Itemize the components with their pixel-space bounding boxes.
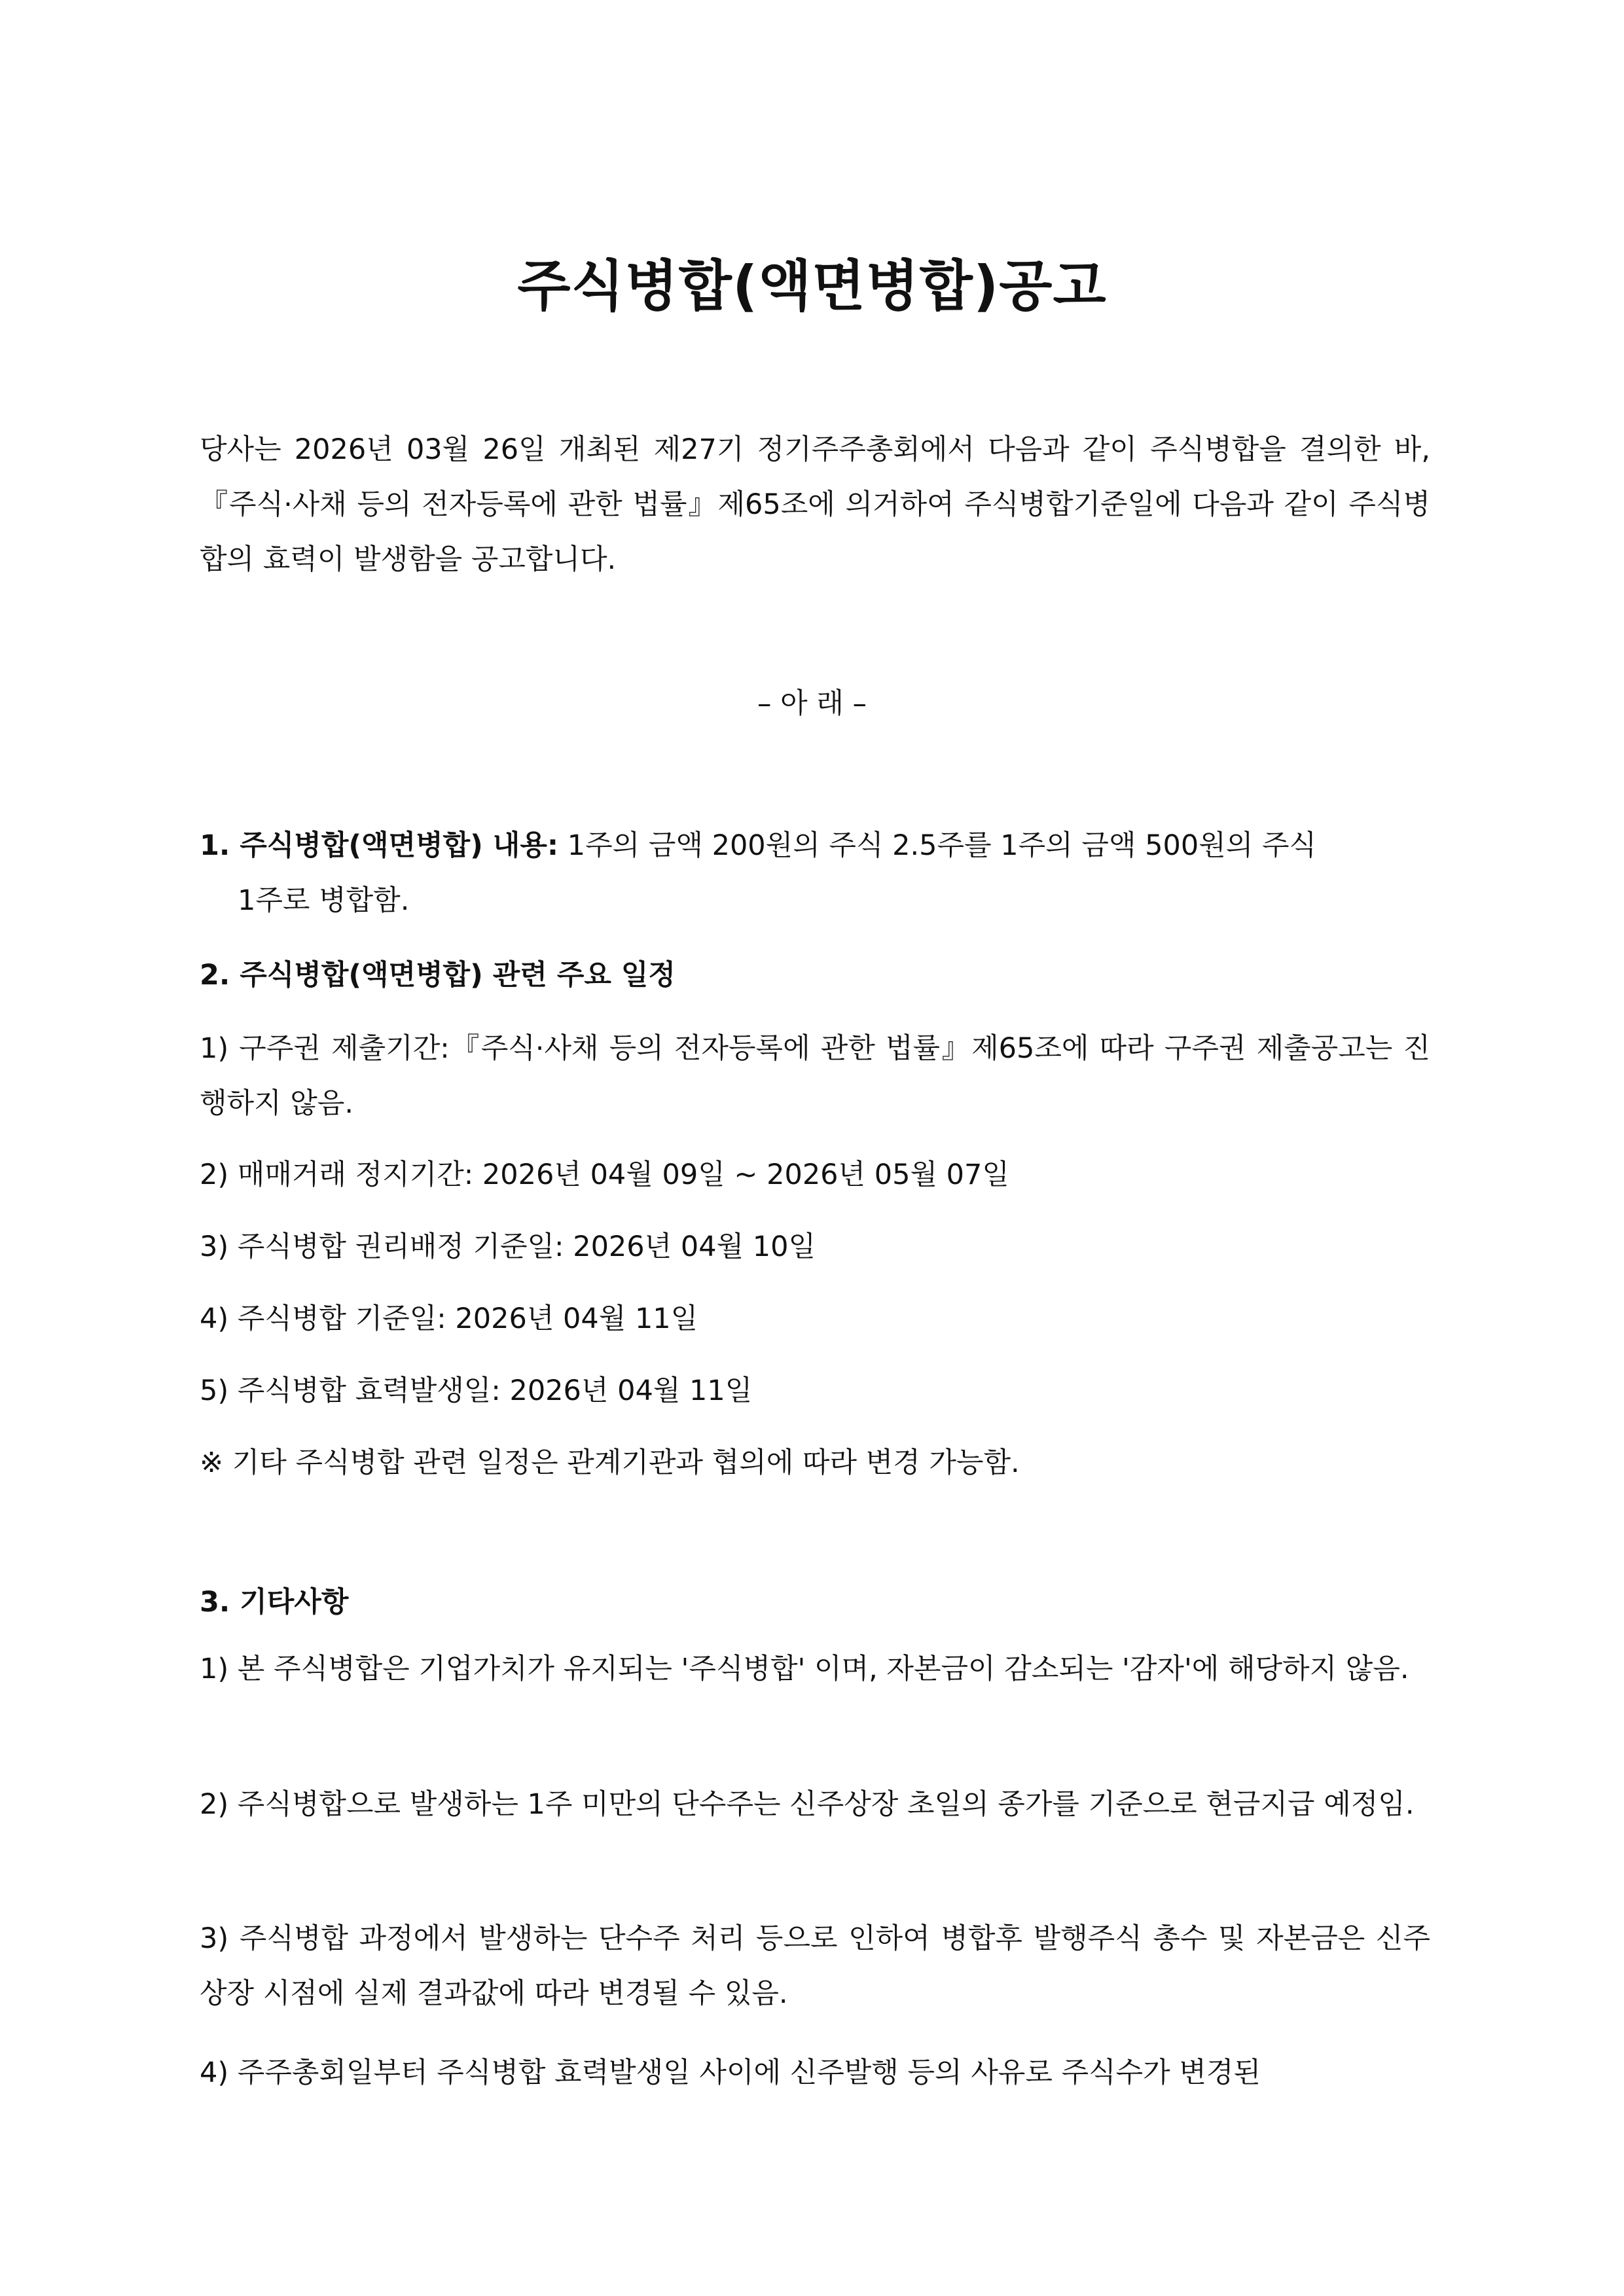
section1-text-line2: 1주로 병합함. — [238, 884, 410, 917]
section1 — [200, 818, 1430, 928]
section2-note: ※ 기타 주식병합 관련 일정은 관계기관과 협의에 따라 변경 가능함. — [200, 1446, 1020, 1479]
section3-item-3: 3) 주식병합 과정에서 발생하는 단수주 처리 등으로 인하여 병합후 발행주식 총수 및 자본금은 신주상장 시점에 실제 결과값에 따라 변경될 수 있음. — [200, 1922, 1430, 2010]
section2-heading: 2. 주식병합(액면병합) 관련 주요 일정 — [200, 959, 676, 992]
section1-text-line1: 1주의 금액 200원의 주식 2.5주를 1주의 금액 500원의 주식 — [558, 829, 1317, 862]
section3-item-1: 1) 본 주식병합은 기업가치가 유지되는 '주식병합' 이며, 자본금이 감소되는 '감자'에 해당하지 않음. — [200, 1653, 1409, 1685]
intro-paragraph: 당사는 2026년 03월 26일 개최된 제27기 정기주주총회에서 다음과 같이 주식병합을 결의한 바,『주식·사채 등의 전자등록에 관한 법률』제65조에 의거하여 주식병합기준일에 다음과 같이 주식병합의 효력이 발생함을 공고합니다. — [200, 433, 1430, 576]
section3-item-2: 2) 주식병합으로 발생하는 1주 미만의 단수주는 신주상장 초일의 종가를 기준으로 현금지급 예정임. — [200, 1788, 1415, 1821]
section2-item-5: 5) 주식병합 효력발생일: 2026년 04월 11일 — [200, 1374, 753, 1407]
section2-item-3: 3) 주식병합 권리배정 기준일: 2026년 04월 10일 — [200, 1230, 816, 1263]
section3-heading: 3. 기타사항 — [200, 1586, 349, 1619]
section1-heading: 1. 주식병합(액면병합) 내용: — [200, 829, 559, 862]
section2-item-4: 4) 주식병합 기준일: 2026년 04월 11일 — [200, 1302, 698, 1335]
section2-item-1: 1) 구주권 제출기간:『주식·사채 등의 전자등록에 관한 법률』제65조에 따라 구주권 제출공고는 진행하지 않음. — [200, 1032, 1430, 1120]
separator: – 아 래 – — [757, 687, 867, 720]
section2-item-2: 2) 매매거래 정지기간: 2026년 04월 09일 ~ 2026년 05월 07일 — [200, 1158, 1009, 1191]
section3-item-4: 4) 주주총회일부터 주식병합 효력발생일 사이에 신주발행 등의 사유로 주식수가 변경된 — [200, 2056, 1261, 2089]
page-title: 주식병합(액면병합)공고 — [517, 254, 1107, 318]
